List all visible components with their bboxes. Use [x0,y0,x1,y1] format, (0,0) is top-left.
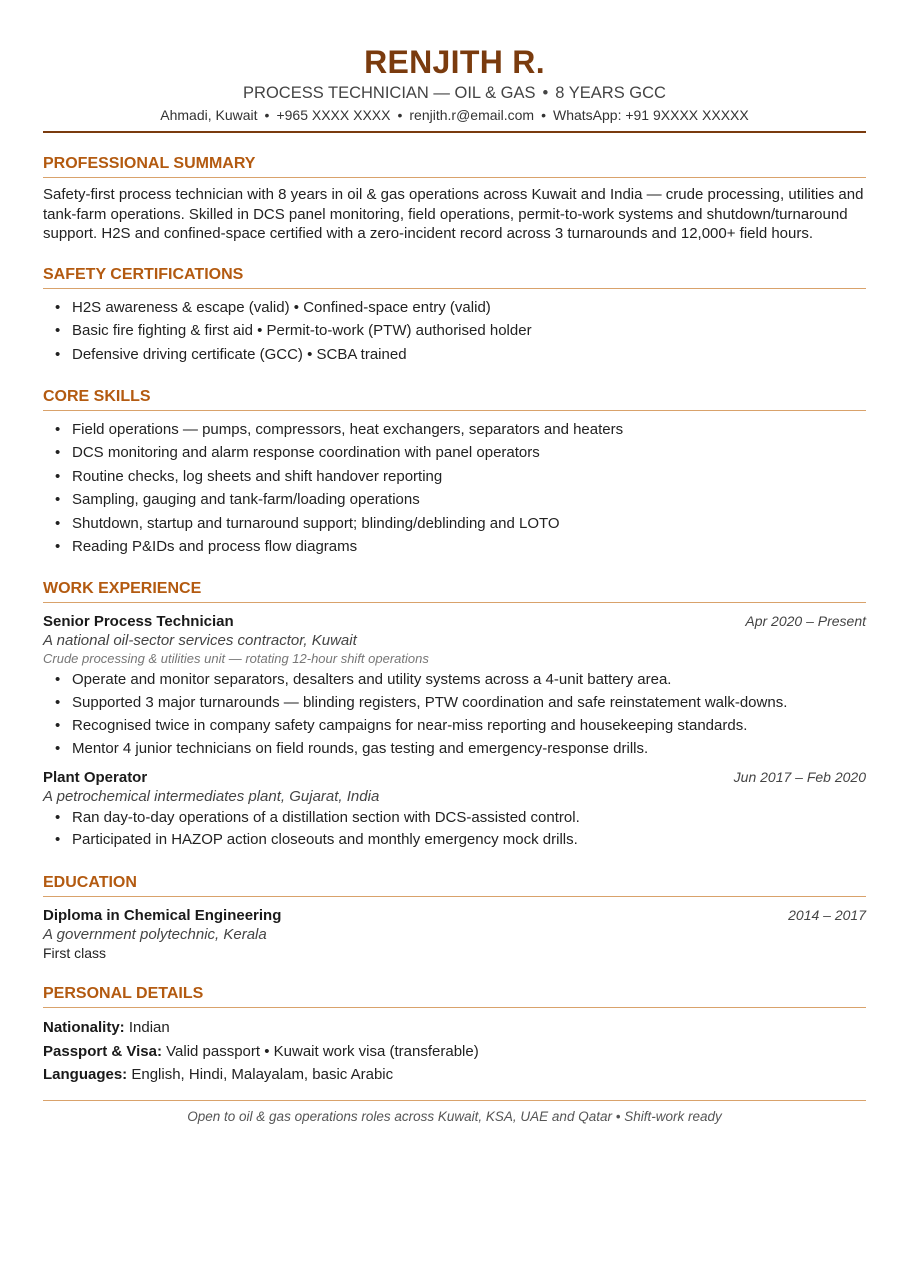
education-institution: A government polytechnic, Kerala [43,926,267,944]
footer-divider [43,1100,866,1101]
list-item: • Reading P&IDs and process flow diagrams [43,535,866,558]
header-divider [43,131,866,133]
personal-section [43,984,866,1086]
section-title-skills: CORE SKILLS [43,387,866,411]
certifications-section [43,265,866,366]
section-title-certifications: SAFETY CERTIFICATIONS [43,265,866,289]
education-degree: Diploma in Chemical Engineering [43,907,282,925]
list-item: • Shutdown, startup and turnaround support; blinding/deblinding and LOTO [43,512,866,535]
separator: • [542,84,549,102]
footer-note: Open to oil & gas operations roles across Kuwait, KSA, UAE and Qatar • Shift-work ready [187,1109,722,1125]
summary-text: Safety-first process technician with 8 years in oil & gas operations across Kuwait and India — crude processing, utilities and tank-farm operations. Skilled in DCS panel monitoring, field operations, permit-to-work systems and shutdown/turnaround support. H2S and confined-space certified with a zero-incident record across 3 turnarounds and 12,000+ field hours. [43,186,864,243]
personal-details [43,1016,866,1086]
job-dates: Apr 2020 – Present [745,613,866,630]
contact-whatsapp: WhatsApp: +91 9XXXX XXXXX [552,107,749,123]
resume-page [43,44,866,1126]
job-title: Senior Process Technician [43,613,234,631]
detail-value: English, Hindi, Malayalam, basic Arabic [131,1066,394,1084]
headline-experience: 8 YEARS GCC [555,84,666,102]
job-employer: A national oil-sector services contractor, Kuwait [43,632,357,650]
headline-role: PROCESS TECHNICIAN — OIL & GAS [243,84,536,102]
job-entry [43,767,866,853]
detail-nationality [43,1016,866,1039]
list-item: • Defensive driving certificate (GCC) • SCBA trained [43,343,866,366]
education-header [43,905,866,926]
separator: • [397,107,403,123]
education-dates: 2014 – 2017 [788,907,866,924]
education-note: First class [43,945,106,962]
list-item: • H2S awareness & escape (valid) • Confined-space entry (valid) [43,296,866,319]
education-entry [43,905,866,963]
detail-label: Passport & Visa: [43,1042,162,1060]
job-employer: A petrochemical intermediates plant, Gujarat, India [43,787,380,805]
headline [43,83,866,103]
job-bullets [43,669,866,760]
resume-header [43,44,866,133]
skills-list [43,418,866,558]
separator: • [541,107,546,123]
detail-label: Nationality: [43,1019,125,1037]
detail-value: Valid passport • Kuwait work visa (transferable) [166,1042,479,1060]
contact-location: Ahmadi, Kuwait [160,107,258,123]
experience-section [43,579,866,852]
detail-languages [43,1063,866,1086]
list-item: • Routine checks, log sheets and shift handover reporting [43,465,866,488]
section-title-experience: WORK EXPERIENCE [43,579,866,603]
section-title-summary: PROFESSIONAL SUMMARY [43,154,866,178]
list-item: • Mentor 4 junior technicians on field rounds, gas testing and emergency-response drills. [43,738,866,761]
list-item: • Sampling, gauging and tank-farm/loading operations [43,488,866,511]
job-title: Plant Operator [43,768,148,786]
section-title-personal: PERSONAL DETAILS [43,984,866,1008]
job-bullets [43,807,866,853]
section-title-education: EDUCATION [43,873,866,897]
list-item: • Basic fire fighting & first aid • Permit-to-work (PTW) authorised holder [43,319,866,342]
job-header [43,611,866,632]
education-section [43,873,866,963]
list-item: • Recognised twice in company safety campaigns for near-miss reporting and housekeeping standards. [43,715,866,738]
contact-line [43,106,866,124]
list-item: • Operate and monitor separators, desalters and utility systems across a 4-unit battery area. [43,669,866,692]
contact-phone: +965 XXXX XXXX [276,107,391,123]
summary-section [43,154,866,244]
list-item: • Ran day-to-day operations of a distillation section with DCS-assisted control. [43,807,866,830]
list-item: • DCS monitoring and alarm response coordination with panel operators [43,441,866,464]
contact-email: renjith.r@email.com [409,107,535,123]
job-unit: Crude processing & utilities unit — rotating 12-hour shift operations [43,651,429,667]
list-item: • Field operations — pumps, compressors, heat exchangers, separators and heaters [43,418,866,441]
separator: • [264,107,270,123]
detail-passport [43,1040,866,1063]
list-item: • Supported 3 major turnarounds — blinding registers, PTW coordination and safe reinstatement walk-downs. [43,692,866,715]
skills-section [43,387,866,558]
job-dates: Jun 2017 – Feb 2020 [733,768,866,785]
detail-label: Languages: [43,1066,128,1084]
detail-value: Indian [128,1019,170,1037]
list-item: • Participated in HAZOP action closeouts and monthly emergency mock drills. [43,829,866,852]
job-entry [43,611,866,760]
candidate-name: RENJITH R. [364,44,545,80]
certifications-list [43,296,866,366]
job-header [43,767,866,788]
